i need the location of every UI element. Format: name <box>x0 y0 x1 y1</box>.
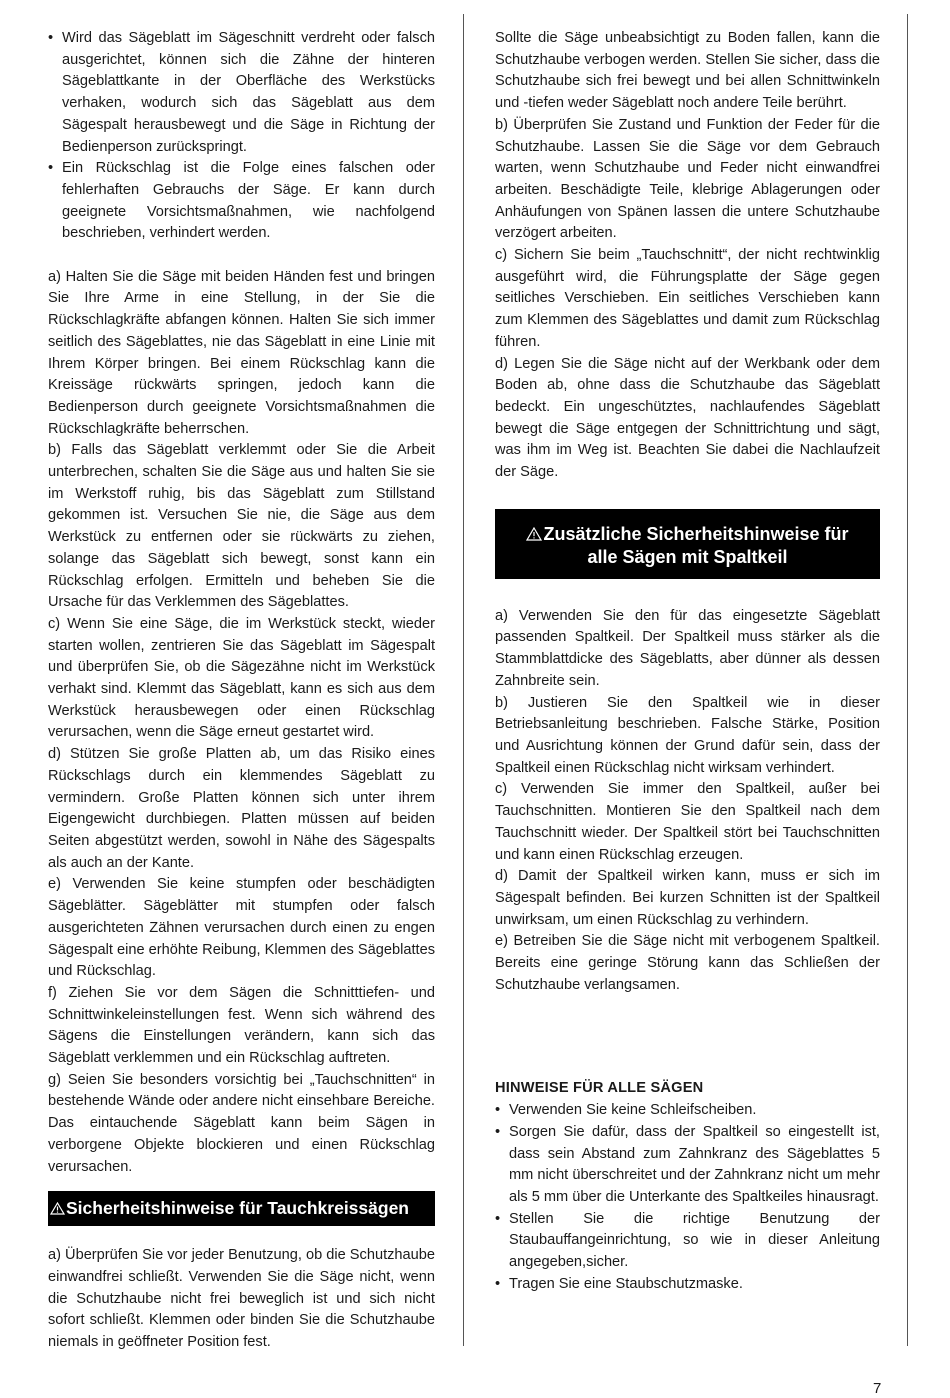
left-column <box>48 28 435 1354</box>
list-item: • Tragen Sie eine Staubschutzmaske. <box>495 1274 880 1296</box>
page-number: 7 <box>873 1380 882 1397</box>
column-divider-left <box>463 14 464 1346</box>
list-item: • Sorgen Sie dafür, dass der Spaltkeil so eingestellt ist, dass sein Abstand zum Zahnkranz des Sägeblattes 5 mm nicht überschreitet und der Zahnkranz nicht um mehr als 5 mm über die Unterkante des Spaltkeiles hinausragt. <box>495 1122 880 1209</box>
spalt-paragraph-a: a) Verwenden Sie den für das eingesetzte Sägeblatt passenden Spaltkeil. Der Spaltkeil muss stärker als die Stammblattdicke des Sägeblatts, aber dünner als dessen Zahnbreite sein. <box>495 607 880 689</box>
paragraph-b: b) Falls das Sägeblatt verklemmt oder Sie die Arbeit unterbrechen, schalten Sie die Säge aus und halten Sie sie im Werkstoff ruhig, bis das Sägeblatt zum Stillstand gekommen ist. Versuchen Sie nie, die Säge aus dem Werkstück zu entfernen oder sie rückwärts zu ziehen, solange das Sägeblatt sich bewegt, sonst kann ein Rückschlag erfolgen. Ermitteln und beheben Sie die Ursache für das Verklemmen des Sägeblattes. <box>48 442 435 611</box>
spalt-paragraph-b: b) Justieren Sie den Spaltkeil wie in dieser Betriebsanleitung beschrieben. Falsche Stärke, Position und Ausrichtung können der Grund dafür sein, dass der Spaltkeil einen Rückschlag nicht wirksam verhindert. <box>495 694 880 776</box>
list-item: • Stellen Sie die richtige Benutzung der Staubauffangeinrichtung, so wie in dieser Anleitung angegeben,sicher. <box>495 1209 880 1274</box>
section-title-line-2: alle Sägen mit Spaltkeil <box>587 546 788 567</box>
paragraph-e: e) Verwenden Sie keine stumpfen oder beschädigten Sägeblätter. Sägeblätter mit stumpfen oder falsch ausgerichteten Zähnen verursachen durch einen zu engen Sägespalt eine erhöhte Reibung, Klemmen des Sägeblattes und Rückschlag. <box>48 876 435 980</box>
section-title: Sicherheitshinweise für Tauchkreissägen <box>66 1198 409 1219</box>
hinweise-bullet-list <box>495 1100 880 1295</box>
section-title-line-1: Zusätzliche Sicherheitshinweise für <box>543 523 849 544</box>
section-heading-spaltkeil <box>495 509 880 579</box>
paragraph-g: g) Seien Sie besonders vorsichtig bei „Tauchschnitten“ in bestehende Wände oder andere nicht einsehbare Bereiche. Das eintauchende Sägeblatt kann beim Sägen in verborgene Objekte blockieren und einen Rückschlag verursachen. <box>48 1071 435 1175</box>
list-item: • Verwenden Sie keine Schleifscheiben. <box>495 1100 880 1122</box>
spalt-paragraph-d: d) Damit der Spaltkeil wirken kann, muss er sich im Sägespalt befinden. Bei kurzen Schnitten ist der Spaltkeil unwirksam, um einen Rückschlag zu verhindern. <box>495 868 880 928</box>
tauch-paragraph-a: a) Überprüfen Sie vor jeder Benutzung, ob die Schutzhaube einwandfrei schließt. Verwenden Sie die Säge nicht, wenn die Schutzhaube nicht frei beweglich ist und sich nicht sofort schließt. Klemmen oder binden Sie die Schutzhaube niemals in geöffneter Position fest. <box>48 1247 435 1351</box>
right-column <box>495 28 880 1295</box>
tauch-paragraph-c: c) Sichern Sie beim „Tauchschnitt“, der nicht rechtwinklig ausgeführt wird, die Führungsplatte der Säge gegen seitliches Verschieben. Ein seitliches Verschieben kann zum Klemmen des Sägeblattes und damit zum Rückschlag führen. <box>495 247 880 350</box>
heading-hinweise-fuer-alle-saegen: HINWEISE FÜR ALLE SÄGEN <box>495 1080 704 1097</box>
paragraph-a: a) Halten Sie die Säge mit beiden Händen fest und bringen Sie Ihre Arme in eine Stellung, in der Sie die Rückschlagkräfte abfangen können. Halten Sie sich immer seitlich des Sägeblattes, nie das Sägeblatt in eine Linie mit Ihrem Körper bringen. Bei einem Rückschlag kann die Kreissäge rückwärts springen, jedoch kann die Bedienperson durch geeignete Vorsichtsmaßnahmen die Rückschlagkräfte beherrschen. <box>48 268 435 437</box>
warning-triangle-icon <box>50 1191 65 1226</box>
list-item: • Ein Rückschlag ist die Folge eines falschen oder fehlerhaften Gebrauchs der Säge. Er kann durch geeignete Vorsichtsmaßnahmen, wie nachfolgend beschrieben, verhindert werden. <box>48 158 435 245</box>
spalt-paragraph-e: e) Betreiben Sie die Säge nicht mit verbogenem Spaltkeil. Bereits eine geringe Störung kann das Schließen der Schutzhaube verlangsamen. <box>495 933 880 993</box>
warning-triangle-icon <box>526 523 542 546</box>
column-divider-right <box>907 14 908 1346</box>
paragraph-d: d) Stützen Sie große Platten ab, um das Risiko eines Rückschlags durch ein klemmendes Sägeblatt zu vermindern. Große Platten können sich unter ihrem Eigengewicht durchbiegen. Platten müssen auf beiden Seiten abgestützt werden, sowohl in Nähe des Sägespalts als auch an der Kante. <box>48 746 435 871</box>
list-item: • Wird das Sägeblatt im Sägeschnitt verdreht oder falsch ausgerichtet, können sich die Zähne der hinteren Sägeblattkante in der Oberfläche des Werkstücks verhaken, wodurch sich das Sägeblatt aus dem Sägespalt herausbewegt und die Säge in Richtung der Bedienperson zurückspringt. <box>48 28 435 158</box>
spalt-paragraph-c: c) Verwenden Sie immer den Spaltkeil, außer bei Tauchschnitten. Montieren Sie den Spaltkeil nach dem Tauchschnitt wieder. Der Spaltkeil stört bei Tauchschnitten und kann einen Rückschlag erzeugen. <box>495 781 880 863</box>
kickback-bullet-list <box>48 28 435 245</box>
tauch-paragraph-continued: Sollte die Säge unbeabsichtigt zu Boden fallen, kann die Schutzhaube verbogen werden. Stellen Sie sicher, dass die Schutzhaube sich frei bewegt und bei allen Schnittwinkeln und -tiefen weder Sägeblatt noch andere Teile berührt. <box>495 30 880 112</box>
tauch-paragraph-d: d) Legen Sie die Säge nicht auf der Werkbank oder dem Boden ab, ohne dass die Schutzhaube das Sägeblatt bedeckt. Ein ungeschütztes, nachlaufendes Sägeblatt bewegt die Säge entgegen der Schnittrichtung und sägt, was ihm im Weg ist. Beachten Sie dabei die Nachlaufzeit der Säge. <box>495 355 880 481</box>
paragraph-c: c) Wenn Sie eine Säge, die im Werkstück steckt, wieder starten wollen, zentrieren Sie das Sägeblatt im Sägespalt und überprüfen Sie, ob die Sägezähne nicht im Werkstück verhakt sind. Klemmt das Sägeblatt, kann es sich aus dem Werkstück herausbewegen oder einen Rückschlag verursachen, wenn die Säge erneut gestartet wird. <box>48 615 435 741</box>
paragraph-f: f) Ziehen Sie vor dem Sägen die Schnitttiefen- und Schnittwinkeleinstellungen fest. Wenn sich während des Sägens die Einstellungen verändern, kann sich das Sägeblatt verklemmen und ein Rückschlag auftreten. <box>48 984 435 1067</box>
section-heading-tauchkreissaegen <box>48 1191 435 1226</box>
tauch-paragraph-b: b) Überprüfen Sie Zustand und Funktion der Feder für die Schutzhaube. Lassen Sie die Säge vor dem Gebrauch warten, wenn Schutzhaube und Feder nicht einwandfrei arbeiten. Beschädigte Teile, klebrige Ablagerungen oder Anhäufungen von Spänen lassen die untere Schutzhaube verzögert arbeiten. <box>495 116 880 242</box>
